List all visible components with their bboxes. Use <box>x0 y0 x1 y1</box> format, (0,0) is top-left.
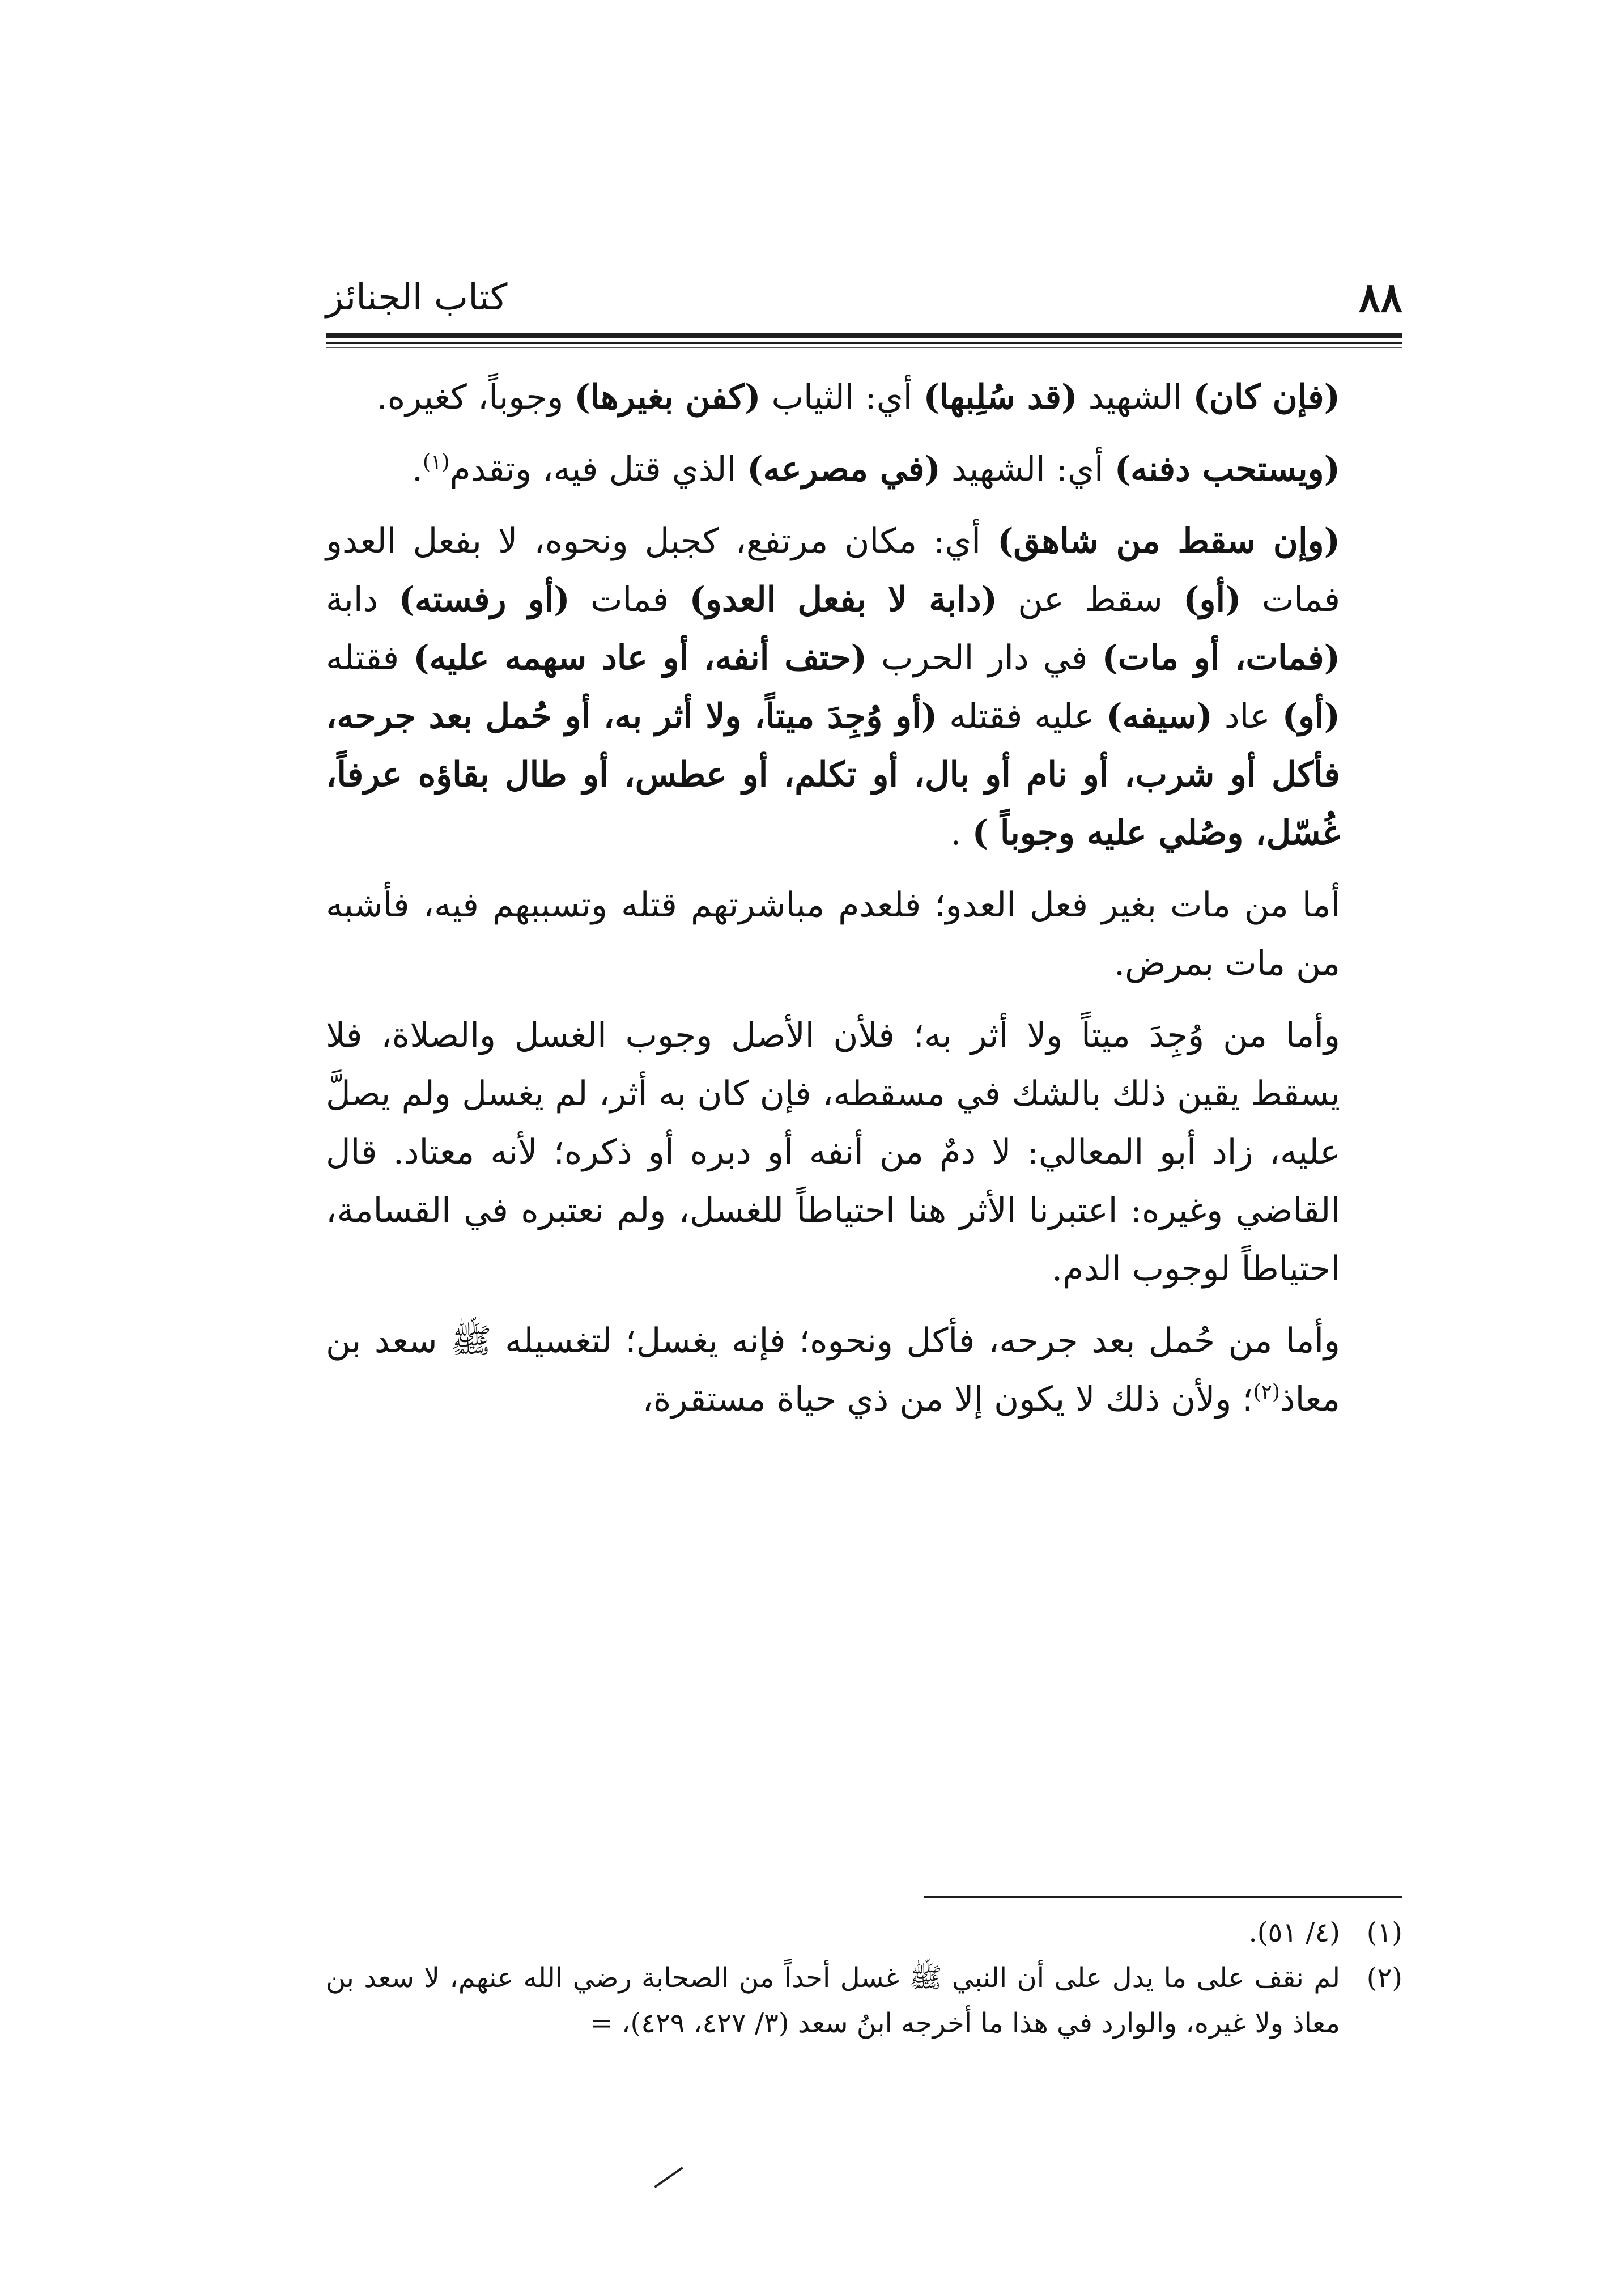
text-run: فقتله <box>326 638 414 678</box>
bold-phrase: (أو وُجِدَ ميتاً، ولا أثر به، أو حُمل بعد جرحه، فأكل أو شرب، أو نام أو بال، أو تكلم، أو عطس، أو طال بقاؤه عرفاً، غُسّل، وصُلي عليه وجوباً ) <box>326 697 1340 853</box>
header-rule-hairline <box>326 347 1402 348</box>
bold-phrase: (ويستحب دفنه) <box>1114 449 1340 489</box>
paragraph-2 <box>326 440 1402 499</box>
bold-phrase: (سيفه) <box>1106 697 1213 736</box>
header-rule-thick <box>326 333 1402 338</box>
text-run: الذي قتل فيه، وتقدم <box>449 449 747 489</box>
text-run: الشهيد <box>1077 377 1193 417</box>
text-run: عاد <box>1212 697 1282 736</box>
text-run: ؛ ولأن ذلك لا يكون إلا من ذي حياة مستقرة، <box>642 1379 1253 1419</box>
text-run: في دار الحرب <box>866 638 1102 678</box>
page-number: ٨٨ <box>1358 273 1402 321</box>
bold-phrase: (فمات، أو مات) <box>1102 638 1340 678</box>
running-title: كتاب الجنائز <box>326 277 508 319</box>
footnotes <box>326 1910 1402 2046</box>
bold-phrase: (فإن كان) <box>1193 377 1340 417</box>
text-run: . <box>950 813 972 853</box>
bold-phrase: (في مصرعه) <box>747 449 941 489</box>
footnote-separator <box>924 1896 1402 1898</box>
text-run: دابة <box>326 580 399 619</box>
bold-phrase: (أو) <box>1183 580 1242 619</box>
footnote-2 <box>326 1955 1402 2046</box>
footnote-number: (١) <box>1366 1917 1402 1948</box>
header-rule-thin <box>326 342 1402 344</box>
text-run: أي: مكان مرتفع، كجبل ونحوه، لا بفعل العدو فمات <box>326 521 1341 619</box>
text-run: سقط عن <box>997 580 1184 619</box>
paragraph-5: وأما من وُجِدَ ميتاً ولا أثر به؛ فلأن الأصل وجوب الغسل والصلاة، فلا يسقط يقين ذلك بالشك في مسقطه، فإن كان به أثر، لم يغسل ولم يصلَّ عليه، زاد أبو المعالي: لا دمٌ من أنفه أو دبره أو ذكره؛ لأنه معتاد. قال القاضي وغيره: اعتبرنا الأثر هنا احتياطاً للغسل، ولم نعتبره في القسامة، احتياطاً لوجوب الدم. <box>326 1016 1340 1289</box>
bold-phrase: (أو رفسته) <box>398 580 570 619</box>
footnote-ref-2[interactable]: (٢) <box>1253 1381 1280 1404</box>
bold-phrase: (قد سُلِبها) <box>923 377 1078 417</box>
body-text <box>326 368 1402 1429</box>
page-header <box>326 266 1402 329</box>
paragraph-3 <box>326 512 1402 863</box>
text-run: أي: الشهيد <box>940 449 1115 489</box>
text-run: فمات <box>569 580 690 619</box>
bold-phrase: (أو) <box>1282 697 1340 736</box>
bold-phrase: (وإن سقط من شاهق) <box>997 521 1340 561</box>
scan-mark <box>654 2167 683 2188</box>
text-run: وجوباً، كغيره. <box>376 377 575 417</box>
bold-phrase: (كفن بغيرها) <box>574 377 761 417</box>
paragraph-4: أما من مات بغير فعل العدو؛ فلعدم مباشرتهم قتله وتسببهم فيه، فأشبه من مات بمرض. <box>326 885 1340 983</box>
footnote-text: لم نقف على ما يدل على أن النبي ﷺ غسل أحداً من الصحابة رضي الله عنهم، لا سعد بن معاذ ولا غيره، والوارد في هذا ما أخرجه ابنُ سعد (٣/ ٤٢٧، ٤٢٩)، = <box>326 1962 1340 2039</box>
text-run: . <box>411 449 423 489</box>
footnote-text: (٤/ ٥١). <box>1248 1917 1340 1948</box>
paragraph-6 <box>326 1312 1402 1429</box>
text-run: وأما من حُمل بعد جرحه، فأكل ونحوه؛ فإنه يغسل؛ لتغسيله ﷺ سعد بن معاذ <box>326 1321 1340 1419</box>
footnote-1 <box>326 1910 1402 1955</box>
footnote-number: (٢) <box>1366 1962 1402 1994</box>
text-run: عليه فقتله <box>937 697 1107 736</box>
footnote-ref-1[interactable]: (١) <box>422 451 450 474</box>
bold-phrase: (دابة لا بفعل العدو) <box>689 580 998 619</box>
paragraph-1 <box>326 368 1402 427</box>
text-run: أي: الثياب <box>760 377 924 417</box>
bold-phrase: (حتف أنفه، أو عاد سهمه عليه) <box>413 638 867 678</box>
